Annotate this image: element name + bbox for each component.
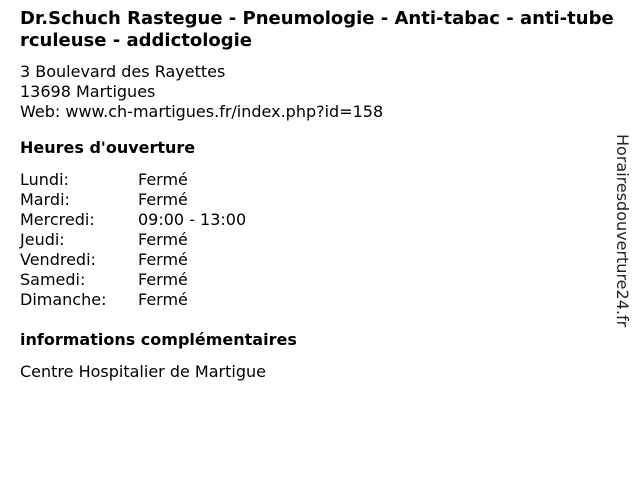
hours-row-tuesday bbox=[20, 190, 616, 210]
hours-row-saturday bbox=[20, 270, 616, 290]
hours-row-wednesday bbox=[20, 210, 616, 230]
day-hours: Fermé bbox=[138, 250, 188, 269]
day-label: Jeudi: bbox=[20, 230, 65, 249]
hours-table bbox=[20, 170, 616, 310]
day-label: Dimanche: bbox=[20, 290, 107, 309]
extra-info-heading: informations complémentaires bbox=[20, 330, 297, 349]
site-brand-vertical: Horairesdouverture24.fr bbox=[613, 134, 632, 328]
day-label: Mercredi: bbox=[20, 210, 95, 229]
page-title: Dr.Schuch Rastegue - Pneumologie - Anti-tabac - anti-tuberculeuse - addictologie bbox=[20, 8, 614, 51]
day-hours: Fermé bbox=[138, 190, 188, 209]
address-block bbox=[20, 62, 616, 122]
day-hours: Fermé bbox=[138, 230, 188, 249]
address-city: 13698 Martigues bbox=[20, 82, 156, 101]
hours-heading: Heures d'ouverture bbox=[20, 138, 196, 157]
listing-content bbox=[20, 8, 616, 382]
website-link[interactable]: Web: www.ch-martigues.fr/index.php?id=158 bbox=[20, 102, 384, 121]
hours-row-sunday bbox=[20, 290, 616, 310]
day-hours: Fermé bbox=[138, 270, 188, 289]
day-hours: Fermé bbox=[138, 170, 188, 189]
hours-row-friday bbox=[20, 250, 616, 270]
address-street: 3 Boulevard des Rayettes bbox=[20, 62, 226, 81]
hours-row-monday bbox=[20, 170, 616, 190]
day-label: Samedi: bbox=[20, 270, 86, 289]
day-hours: Fermé bbox=[138, 290, 188, 309]
extra-info-text: Centre Hospitalier de Martigue bbox=[20, 362, 266, 381]
day-hours: 09:00 - 13:00 bbox=[138, 210, 247, 229]
hours-row-thursday bbox=[20, 230, 616, 250]
day-label: Lundi: bbox=[20, 170, 69, 189]
day-label: Mardi: bbox=[20, 190, 70, 209]
day-label: Vendredi: bbox=[20, 250, 96, 269]
